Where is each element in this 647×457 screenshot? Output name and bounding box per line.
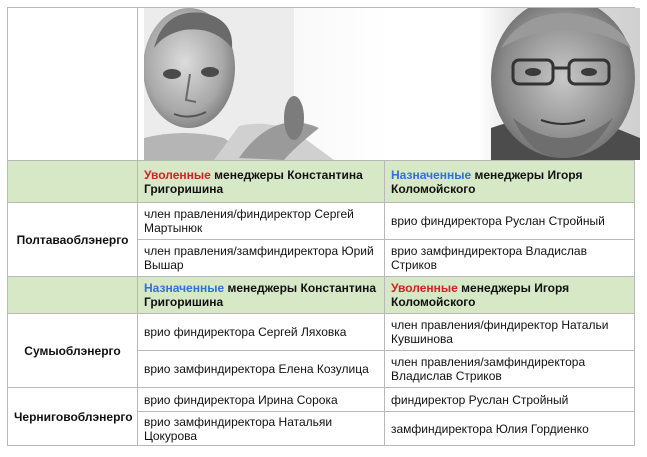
fired-word: Уволенные (144, 167, 211, 182)
right-cell: член правления/замфиндиректора Владислав Стриков (385, 351, 635, 388)
header-left-cell (138, 161, 385, 203)
left-cell: член правления/замфиндиректора Юрий Вышар (138, 240, 385, 277)
photo-left-portrait (144, 8, 390, 160)
header-blank-cell (8, 161, 138, 203)
left-cell: врио финдиректора Сергей Ляховка (138, 314, 385, 351)
appointed-word: Назначенные (391, 167, 472, 182)
header-right-cell (385, 161, 635, 203)
right-cell: финдиректор Руслан Стройный (385, 388, 635, 412)
table-row (8, 203, 635, 240)
photo-right-cell (385, 8, 635, 161)
blank-corner-cell (8, 8, 138, 161)
photo-row (8, 8, 635, 161)
region-chernihiv: Черниговоблэнерго (8, 388, 138, 446)
left-cell: член правления/финдиректор Сергей Мартынюк (138, 203, 385, 240)
left-cell: врио замфиндиректора Натальяи Цокурова (138, 412, 385, 446)
right-cell: замфиндиректора Юлия Гордиенко (385, 412, 635, 446)
header-right-text: менеджеры Игоря Коломойского (391, 281, 570, 309)
left-cell: врио финдиректора Ирина Сорока (138, 388, 385, 412)
table-row (8, 314, 635, 351)
table-row (8, 388, 635, 412)
header-left-text: менеджеры Константина Григоришина (144, 167, 363, 196)
right-cell: врио замфиндиректора Владислав Стриков (385, 240, 635, 277)
photo-right-portrait (391, 8, 640, 160)
right-cell: врио финдиректора Руслан Стройный (385, 203, 635, 240)
header-row-2 (8, 277, 635, 314)
header-right-cell (385, 277, 635, 314)
left-cell: врио замфиндиректора Елена Козулица (138, 351, 385, 388)
fired-word: Уволенные (391, 281, 458, 295)
comparison-table (7, 7, 635, 446)
right-cell: член правления/финдиректор Натальи Кувшинова (385, 314, 635, 351)
region-sumy: Сумыоблэнерго (8, 314, 138, 388)
header-right-text: менеджеры Игоря Коломойского (391, 167, 583, 196)
region-poltava: Полтаваоблэнерго (8, 203, 138, 277)
header-left-cell (138, 277, 385, 314)
header-blank-cell (8, 277, 138, 314)
header-row-1 (8, 161, 635, 203)
appointed-word: Назначенные (144, 281, 225, 295)
header-left-text: менеджеры Константина Григоришина (144, 281, 377, 309)
photo-left-cell (138, 8, 385, 161)
